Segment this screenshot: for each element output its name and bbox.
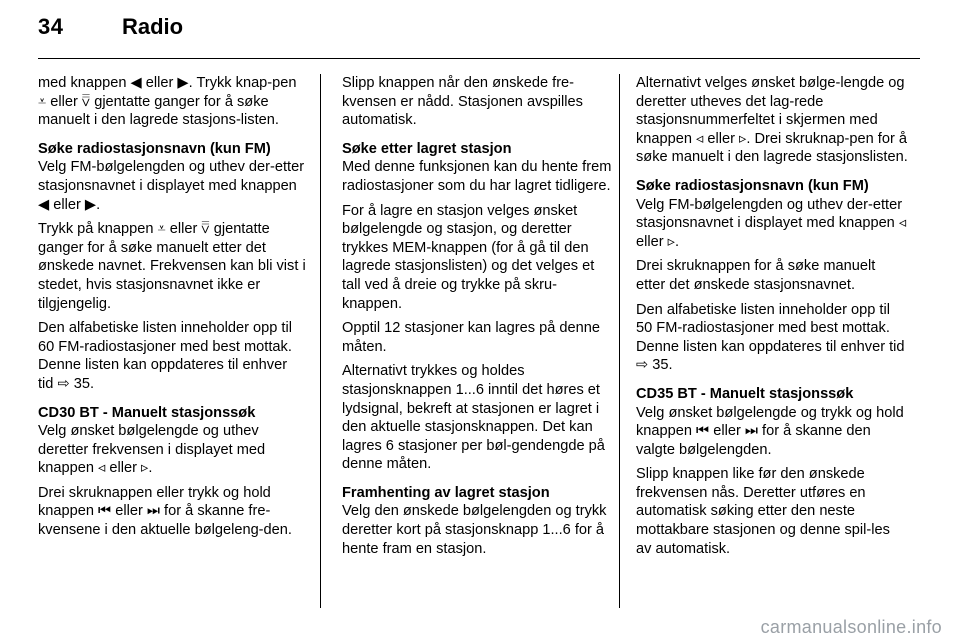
subheading: CD35 BT - Manuelt stasjonssøk: [636, 385, 854, 402]
paragraph: Alternativt velges ønsket bølge-lengde og deretter utheves det lag-rede stasjonsnummerfeltet i skjermen med knappen ◃ eller ▹. Drei skruknap-pen for å søke manuelt i den lagrede stasjonslisten.: [636, 75, 908, 166]
paragraph: Drei skruknappen eller trykk og hold knappen ⏮ eller ⏭ for å skanne fre-kvensene i den aktuelle bølgeleng-den.: [38, 484, 292, 539]
paragraph: med knappen ◀ eller ▶. Trykk knap-pen ⩡ eller ⩢ gjentatte ganger for å søke manuelt i den lagrede stasjons-listen.: [38, 75, 297, 129]
header-rule: [38, 58, 920, 59]
paragraph: Opptil 12 stasjoner kan lagres på denne måten.: [342, 320, 600, 355]
paragraph: Slipp knappen like før den ønskede frekvensen nås. Deretter utføres en automatisk søking etter den neste mottakbare stasjonen og denne spil-les av automatisk.: [636, 466, 890, 557]
subheading: Framhenting av lagret stasjon: [342, 484, 550, 501]
paragraph: Den alfabetiske listen inneholder opp til 60 FM-radiostasjoner med best mottak. Denne listen kan oppdateres til enhver tid ⇨ 35.: [38, 320, 292, 392]
paragraph: Slipp knappen når den ønskede fre-kvensen er nådd. Stasjonen avspilles automatisk.: [342, 75, 583, 129]
column-divider: [320, 74, 321, 608]
subheading: Søke radiostasjonsnavn (kun FM): [38, 140, 271, 157]
paragraph: Velg ønsket bølgelengde og trykk og hold knappen ⏮ eller ⏭ for å skanne den valgte bølgelengden.: [636, 404, 904, 458]
subheading: Søke etter lagret stasjon: [342, 140, 512, 157]
paragraph: Den alfabetiske listen inneholder opp til 50 FM-radiostasjoner med best mottak. Denne listen kan oppdateres til enhver tid ⇨ 35.: [636, 301, 905, 374]
column-3: [636, 74, 908, 564]
paragraph: Alternativt trykkes og holdes stasjonsknappen 1...6 inntil det høres et lydsignal, bekreft at stasjonen er lagret i den aktuelle stasjonsknappen. Det kan lagres 6 stasjoner per bøl-gendengde på denne måten.: [342, 363, 605, 473]
paragraph: Med denne funksjonen kan du hente frem radiostasjoner som du har lagret tidligere.: [342, 159, 612, 194]
paragraph: Velg FM-bølgelengden og uthev der-etter stasjonsnavnet i displayet med knappen ◀ eller ▶.: [38, 159, 305, 213]
page-number: 34: [38, 14, 64, 39]
column-2: [342, 74, 612, 564]
paragraph: Velg ønsket bølgelengde og uthev deretter frekvensen i displayet med knappen ◃ eller ▹.: [38, 423, 266, 477]
subheading: CD30 BT - Manuelt stasjonssøk: [38, 404, 256, 421]
watermark: carmanualsonline.info: [760, 617, 942, 637]
paragraph: Drei skruknappen for å søke manuelt etter det ønskede stasjonsnavnet.: [636, 258, 876, 293]
paragraph: Velg den ønskede bølgelengden og trykk deretter kort på stasjonsknapp 1...6 for å hente fram en stasjon.: [342, 503, 607, 557]
paragraph: Trykk på knappen ⩡ eller ⩢ gjentatte ganger for å søke manuelt etter det ønskede navnet. Frekvensen kan bli vist i stedet, hvis stasjonsnavnet ikke er tilgjengelig.: [38, 221, 306, 312]
column-1: [38, 74, 306, 546]
paragraph: For å lagre en stasjon velges ønsket bølgelengde og stasjon, og deretter trykkes MEM-knappen (for å gå til den lagrede stasjonslisten) og det velges et tall ved å dreie og trykke på skru-knappen.: [342, 202, 595, 312]
section-title: Radio: [122, 14, 184, 39]
subheading: Søke radiostasjonsnavn (kun FM): [636, 177, 869, 194]
paragraph: Velg FM-bølgelengden og uthev der-etter stasjonsnavnet i displayet med knappen ◃ eller ▹.: [636, 196, 907, 250]
column-divider: [619, 74, 620, 608]
